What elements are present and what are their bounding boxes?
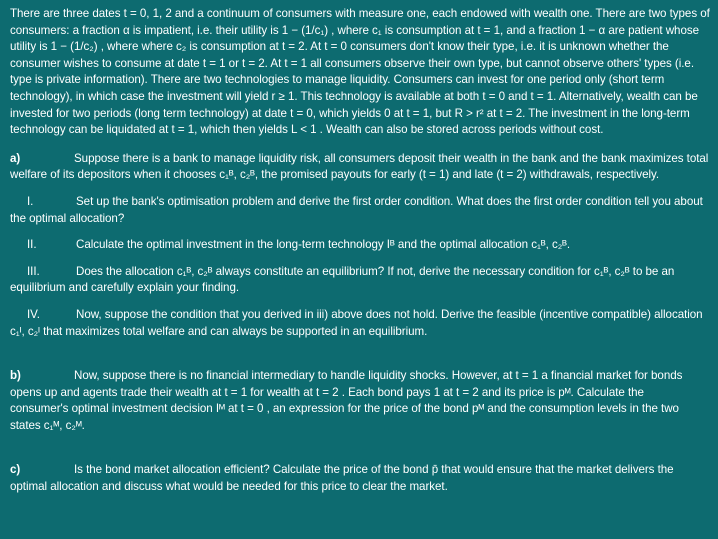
question-text: consumer's optimal investment decision Iᴹ at t = 0 , an expression for the price of the bond pᴹ and the consumption levels in the two <box>10 402 679 416</box>
intro-line: type is private information). There are two technologies to manage liquidity. Consumers can invest for one period only (short term <box>10 73 665 87</box>
question-text: Now, suppose the condition that you derived in iii) above does not hold. Derive the feasible (incentive compatible) allocation <box>76 307 703 321</box>
intro-line: technology can be liquidated at t = 1, which then yields L < 1 . Wealth can also be stored across periods without cost. <box>10 123 604 137</box>
part-label: c) <box>10 463 21 477</box>
question-text: equilibrium and carefully explain your finding. <box>10 281 240 295</box>
intro-line: utility is 1 − (1/c₂) , where where c₂ is consumption at t = 2. At t = 0 consumers don't know their type, i.e. it is unknown whether the <box>10 40 669 54</box>
subquestion-label: I. <box>27 194 34 208</box>
question-text: Is the bond market allocation efficient? Calculate the price of the bond p̄ that would ensure that the market delivers the <box>74 463 674 477</box>
question-text: c₁ᴵ, c₂ᴵ that maximizes total welfare and can always be supported in an equilibrium. <box>10 324 428 338</box>
question-text: welfare of its depositors when it chooses c₁ᴮ, c₂ᴮ, the promised payouts for early (t = 1) and late (t = 2) withdrawals, respectively. <box>10 168 660 182</box>
intro-line: There are three dates t = 0, 1, 2 and a continuum of consumers with measure one, each endowed with wealth one. There are two types of <box>10 7 710 20</box>
subquestion-label: IV. <box>27 307 40 321</box>
question-text: Calculate the optimal investment in the long-term technology Iᴮ and the optimal allocation c₁ᴮ, c₂ᴮ. <box>76 238 571 252</box>
subquestion-iii <box>10 264 710 297</box>
question-text: Does the allocation c₁ᴮ, c₂ᴮ always constitute an equilibrium? If not, derive the necessary condition for c₁ᴮ, c₂ᴮ to be an <box>76 264 675 278</box>
subquestion-label: III. <box>27 264 40 278</box>
question-text: opens up and agents trade their wealth at t = 1 for wealth at t = 2 . Each bond pays 1 at t = 2 and its price is pᴹ. Calculate the <box>10 385 644 399</box>
question-text: states c₁ᴹ, c₂ᴹ. <box>10 418 85 432</box>
intro-line: consumers: a fraction α is impatient, i.e. their utility is 1 − (1/c₁) , where c₁ is consumption at t = 1, and a fraction 1 − α are patient whose <box>10 23 699 37</box>
question-part-c <box>10 462 710 495</box>
subquestion-i <box>10 194 710 227</box>
subquestion-ii <box>10 237 710 254</box>
intro-line: technology), in which case the investment will yield r ≥ 1. This technology is available at both t = 0 and t = 1. Alternatively, wealth can be <box>10 89 698 103</box>
intro-line: invested for two periods (long term technology) at date t = 0, which yields 0 at t = 1, but R > r² at t = 2. The investment in the long-term <box>10 106 690 120</box>
intro-line: consumer wishes to consume at date t = 1 or t = 2. At t = 1 all consumers observe their own type, but cannot observe others' types (i.e. <box>10 56 694 70</box>
subquestion-iv <box>10 307 710 340</box>
question-text: Now, suppose there is no financial intermediary to handle liquidity shocks. However, at t = 1 a financial market for bonds <box>74 369 683 383</box>
question-text: the optimal allocation? <box>10 211 125 225</box>
subquestion-label: II. <box>27 238 37 252</box>
question-text: Set up the bank's optimisation problem and derive the first order condition. What does the first order condition tell you about <box>76 194 703 208</box>
question-part-a <box>10 151 710 184</box>
question-text: optimal allocation and discuss what would be needed for this price to clear the market. <box>10 480 448 494</box>
question-part-b <box>10 368 710 434</box>
intro-paragraph <box>10 6 710 139</box>
part-label: b) <box>10 369 21 383</box>
question-text: Suppose there is a bank to manage liquidity risk, all consumers deposit their wealth in the bank and the bank maximizes total <box>74 151 709 165</box>
part-label: a) <box>10 151 21 165</box>
